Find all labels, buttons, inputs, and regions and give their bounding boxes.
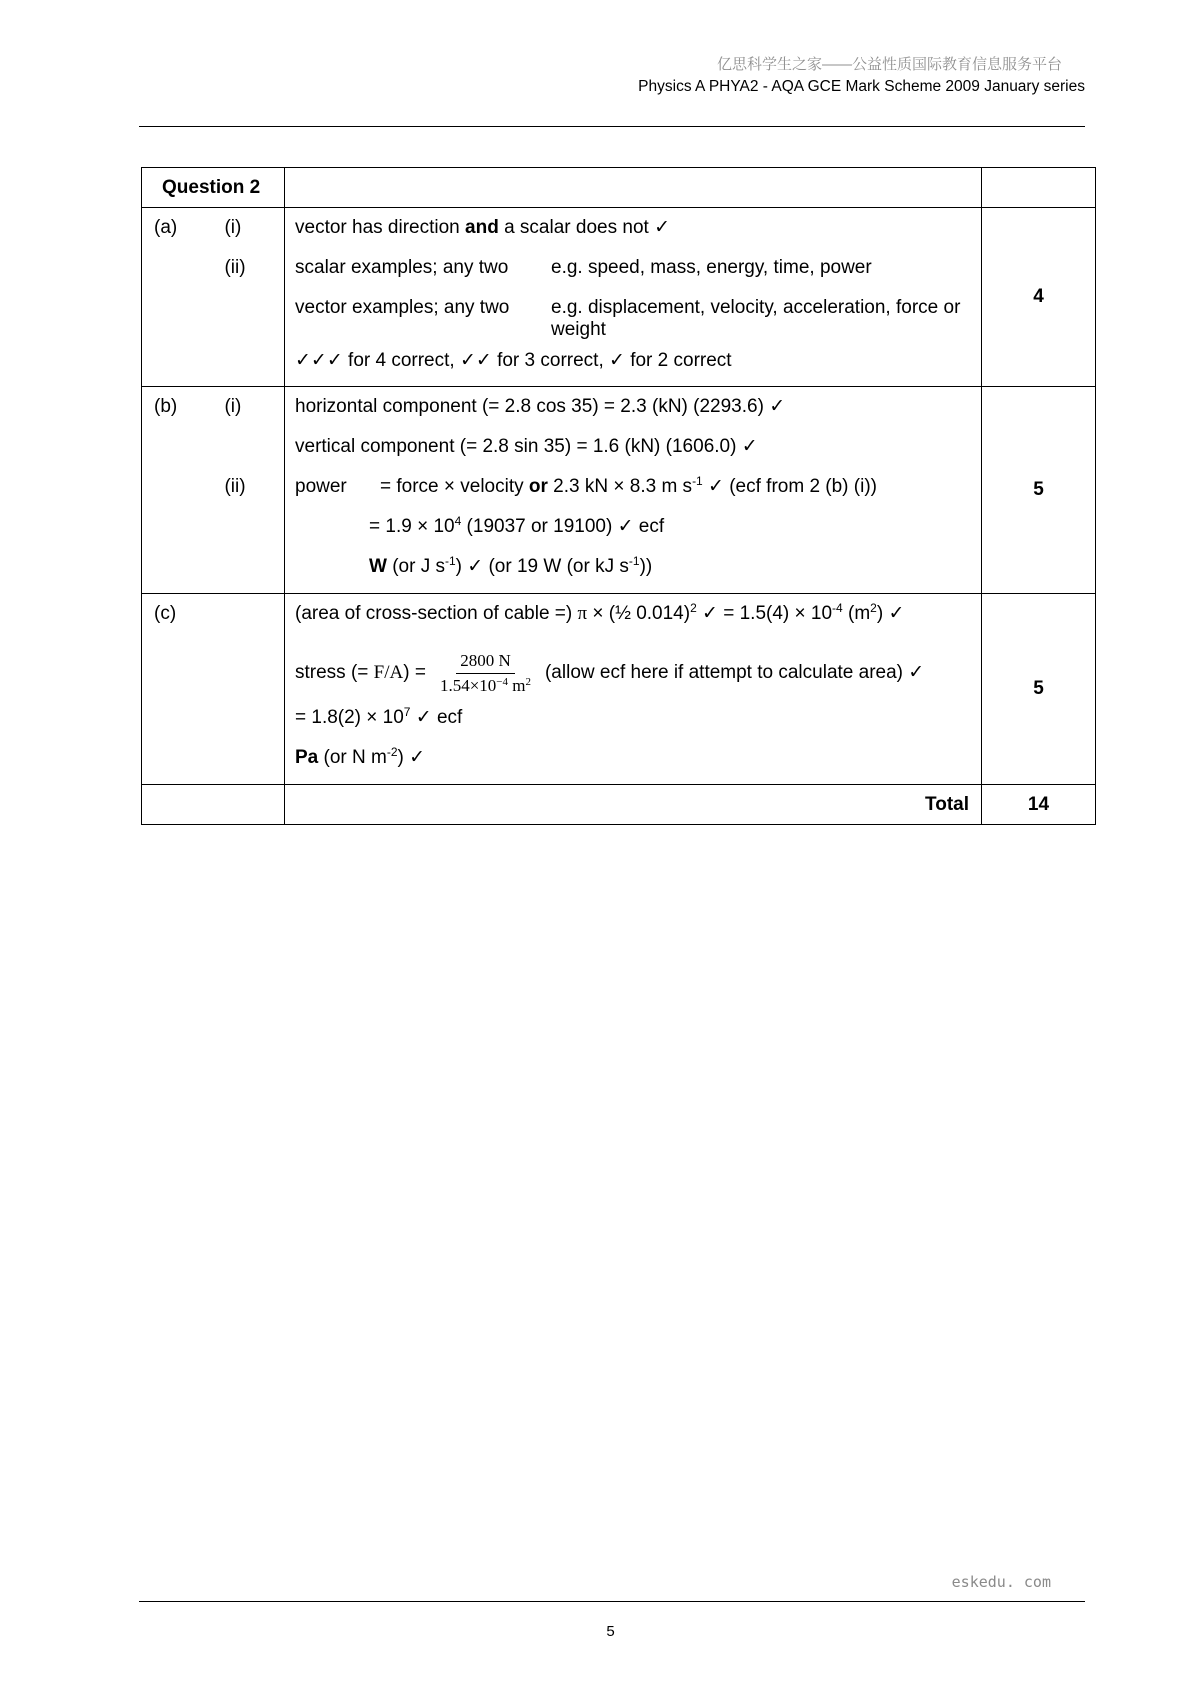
part-b-marks: 5 (982, 387, 1096, 594)
part-a-ii-label: (ii) (224, 257, 246, 278)
watermark-text: 亿思科学生之家——公益性质国际教育信息服务平台 (716, 56, 1062, 73)
question-label: Question 2 (142, 168, 285, 208)
header-blank-cell (285, 168, 982, 208)
site-watermark: eskedu. com (951, 1573, 1051, 1591)
stress-fraction: $\frac{2800 N}{1.54\times 10^{-4} m^2}$ (439, 650, 531, 695)
table-header-row (142, 168, 1096, 208)
part-a-label: (a) (154, 217, 178, 238)
power-unit: W (or J $s^{-1}$) ✓ (or 19 W (or kJ $s^{-1}$)) (369, 554, 653, 577)
power-result: = $1.9 \times 10^4$ (19037 or 19100) ✓ ecf (369, 514, 665, 537)
area-calculation: (area of cross-section of cable =) π × (½ 0.014)$^2$ ✓ = $1.5(4) \times 10^{-4}$ $(m^2)$ ✓ (295, 601, 905, 624)
scalar-examples: scalar examples; any two e.g. speed, mass, energy, time, power (295, 257, 872, 278)
part-a-labels (142, 208, 285, 387)
part-b-content (285, 387, 982, 594)
part-c-marks: 5 (982, 594, 1096, 785)
header-marks-cell (982, 168, 1096, 208)
footer-rule (139, 1601, 1085, 1602)
total-blank-cell (142, 785, 285, 825)
total-row (142, 785, 1096, 825)
part-b-row (142, 387, 1096, 594)
header-rule (139, 126, 1085, 127)
part-c-content (285, 594, 982, 785)
part-a-content (285, 208, 982, 387)
part-c-row (142, 594, 1096, 785)
power-equation: power = force × velocity or 2.3 kN × 8.3 m $s^{-1}$ ✓ (ecf from 2 (b) (i)) (295, 474, 877, 497)
ticks-note: ✓✓✓ for 4 correct, ✓✓ for 3 correct, ✓ for 2 correct (295, 350, 732, 371)
part-b-i-label: (i) (224, 396, 242, 417)
vertical-component: vertical component (= 2.8 sin 35) = 1.6 (kN) (1606.0) ✓ (295, 436, 758, 457)
page-number: 5 (606, 1623, 615, 1640)
total-marks: 14 (982, 785, 1096, 825)
part-b-ii-label: (ii) (224, 476, 246, 497)
stress-unit: Pa (or N $m^{-2}$) ✓ (295, 745, 426, 768)
part-a-marks: 4 (982, 208, 1096, 387)
part-a-i-text: vector has direction and a scalar does not ✓ (295, 217, 670, 238)
part-c-label: (c) (154, 603, 177, 624)
stress-equation: stress (= F/A ) = $\frac{2800 N}{1.54\times 10^{-4} m^2}$ (allow ecf here if attempt to calculate area) ✓ (295, 650, 925, 695)
part-c-labels (142, 594, 285, 785)
vector-examples: vector examples; any two e.g. displacement, velocity, acceleration, force or weight (295, 297, 961, 340)
part-b-labels (142, 387, 285, 594)
mark-scheme-table (141, 167, 1096, 825)
total-label: Total (285, 785, 982, 825)
part-a-row (142, 208, 1096, 387)
document-header-title: Physics A PHYA2 - AQA GCE Mark Scheme 2009 January series (638, 78, 1085, 95)
stress-result: = $1.8(2) \times 10^7$ ✓ ecf (295, 705, 463, 728)
horizontal-component: horizontal component (= 2.8 cos 35) = 2.3 (kN) (2293.6) ✓ (295, 396, 786, 417)
part-a-i-label: (i) (224, 217, 242, 238)
part-b-label: (b) (154, 396, 178, 417)
